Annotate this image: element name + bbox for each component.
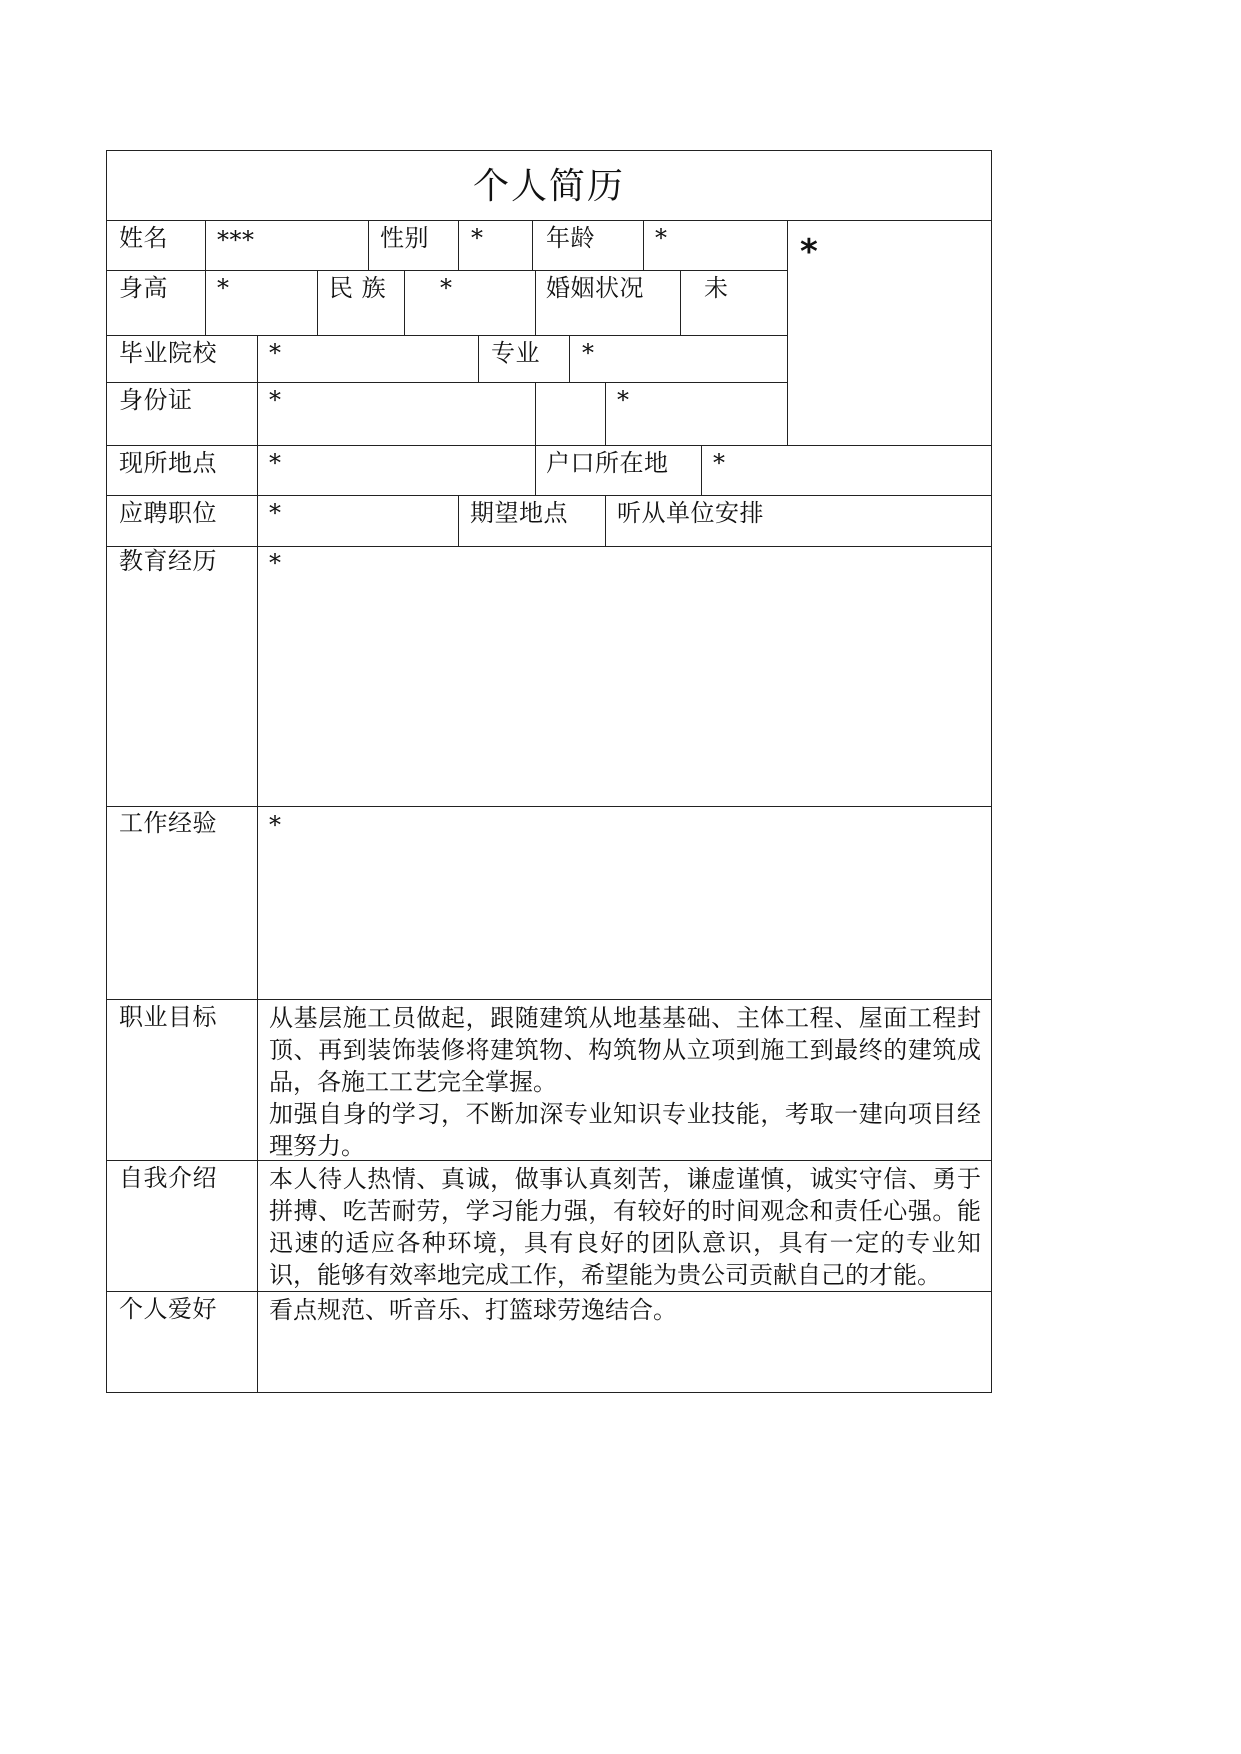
- ethnicity-value: *: [440, 274, 453, 302]
- row-divider: [107, 335, 787, 336]
- gender-value: *: [471, 224, 484, 252]
- row-divider: [107, 999, 991, 1000]
- col-divider: [787, 220, 788, 445]
- education-label: 教育经历: [119, 547, 217, 575]
- major-value: *: [582, 339, 595, 367]
- position-value: *: [269, 499, 282, 527]
- id-label: 身份证: [119, 386, 193, 414]
- address-label: 现所地点: [119, 449, 217, 477]
- col-divider: [458, 220, 459, 270]
- position-label: 应聘职位: [119, 499, 217, 527]
- goal-label: 职业目标: [119, 1003, 217, 1031]
- col-divider: [605, 495, 606, 546]
- col-divider: [317, 270, 318, 335]
- work-value: *: [269, 811, 282, 839]
- school-label: 毕业院校: [119, 339, 217, 367]
- col-divider: [478, 335, 479, 382]
- hukou-label: 户口所在地: [546, 449, 669, 477]
- row-divider: [107, 546, 991, 547]
- name-value: ***: [217, 226, 255, 254]
- row-divider: [107, 806, 991, 807]
- education-value: *: [269, 549, 282, 577]
- row-divider: [107, 1291, 991, 1292]
- page-title: 个人简历: [472, 166, 625, 207]
- intro-label: 自我介绍: [119, 1164, 217, 1192]
- col-divider: [458, 495, 459, 546]
- row-divider: [107, 445, 991, 446]
- age-value: *: [655, 224, 668, 252]
- id-value: *: [269, 386, 282, 414]
- address-value: *: [269, 449, 282, 477]
- col-divider: [569, 335, 570, 382]
- hobby-text: 看点规范、听音乐、打篮球劳逸结合。: [269, 1296, 677, 1324]
- age-label: 年龄: [546, 224, 595, 252]
- hobby-label: 个人爱好: [119, 1295, 217, 1323]
- col-divider: [257, 335, 258, 1392]
- photo-placeholder: *: [800, 232, 819, 272]
- col-divider: [643, 220, 644, 270]
- resume-table: [106, 150, 992, 1393]
- goal-paragraph: 加强自身的学习，不断加深专业知识专业技能，考取一建向项目经理努力。: [269, 1100, 981, 1160]
- col-divider: [535, 382, 536, 495]
- col-divider: [535, 270, 536, 335]
- col-divider: [605, 382, 606, 445]
- row-divider: [107, 382, 787, 383]
- work-label: 工作经验: [119, 809, 217, 837]
- col-divider: [532, 220, 533, 270]
- location-label: 期望地点: [470, 499, 568, 527]
- location-value: 听从单位安排: [617, 499, 764, 527]
- row-divider: [107, 270, 787, 271]
- height-label: 身高: [119, 274, 168, 302]
- gender-label: 性别: [380, 224, 429, 252]
- height-value: *: [217, 274, 230, 302]
- marital-value: 未: [704, 274, 729, 302]
- col-divider: [205, 220, 206, 335]
- id-extra-value: *: [617, 386, 630, 414]
- col-divider: [680, 270, 681, 335]
- row-divider: [107, 220, 991, 221]
- col-divider: [404, 270, 405, 335]
- major-label: 专业: [491, 339, 540, 367]
- marital-label: 婚姻状况: [546, 274, 644, 302]
- goal-text: [269, 1002, 981, 1162]
- goal-paragraph: 从基层施工员做起，跟随建筑从地基基础、主体工程、屋面工程封顶、再到装饰装修将建筑物、构筑物从立项到施工到最终的建筑成品，各施工工艺完全掌握。: [269, 1004, 981, 1096]
- col-divider: [701, 445, 702, 495]
- row-divider: [107, 495, 991, 496]
- intro-text: 本人待人热情、真诚，做事认真刻苦，谦虚谨慎，诚实守信、勇于拼搏、吃苦耐劳，学习能力强，有较好的时间观念和责任心强。能迅速的适应各种环境，具有良好的团队意识，具有一定的专业知识，能够有效率地完成工作，希望能为贵公司贡献自己的才能。: [269, 1165, 981, 1289]
- ethnicity-label: 民 族: [329, 274, 387, 302]
- school-value: *: [269, 339, 282, 367]
- col-divider: [368, 220, 369, 270]
- hukou-value: *: [713, 449, 726, 477]
- name-label: 姓名: [119, 224, 168, 252]
